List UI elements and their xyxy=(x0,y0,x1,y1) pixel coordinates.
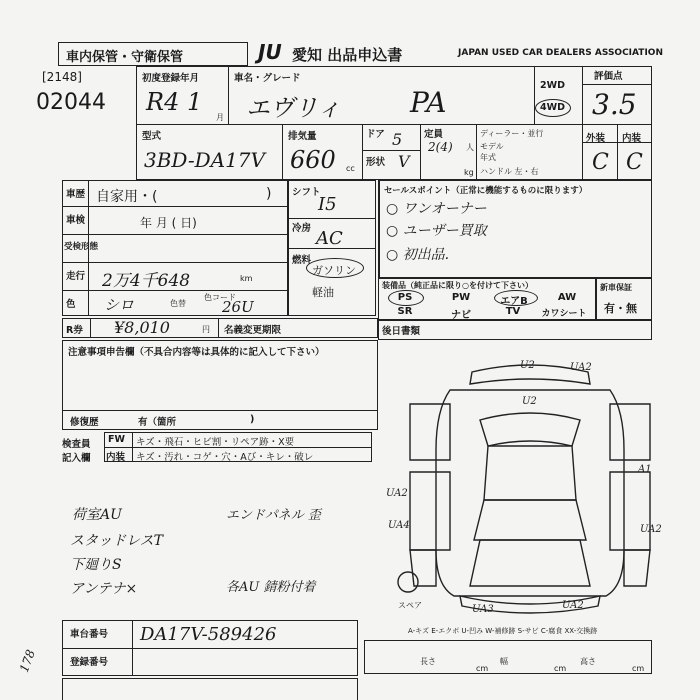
new-vehicle-label: 新車保証 xyxy=(600,283,632,292)
left-rear-quarter xyxy=(410,550,436,586)
title-change-label: 名義変更期限 xyxy=(224,325,282,336)
equip-airbag-circle xyxy=(494,290,538,306)
capacity-unit: 人 xyxy=(466,143,474,152)
doors-label: ドア xyxy=(366,129,385,140)
drive-2wd: 2WD xyxy=(540,80,565,91)
interior-label: 内装 xyxy=(622,133,642,144)
remark-4-right: 各AU 錆粉付着 xyxy=(226,580,316,595)
right-rear-quarter xyxy=(624,550,650,586)
rear-window xyxy=(474,500,586,540)
registration-value: R4 1 xyxy=(146,88,203,116)
dealer-line3: 年式 xyxy=(480,153,496,162)
remark-1-left: 荷室AU xyxy=(72,507,122,523)
chassis-label: 車台番号 xyxy=(70,629,109,640)
car-damage-diagram xyxy=(380,350,670,620)
later-docs-label: 後日書類 xyxy=(382,326,421,337)
equip-sr: SR xyxy=(397,306,413,317)
spare-tire xyxy=(398,572,418,592)
remark-2-left: スタッドレスT xyxy=(70,533,163,549)
rear-door xyxy=(470,540,590,586)
equip-ps: PS xyxy=(397,292,413,303)
chassis-value: DA17V-589426 xyxy=(140,624,277,645)
recycle-value: ¥8,010 xyxy=(114,318,170,337)
size-box xyxy=(364,640,652,674)
cooler-value: AC xyxy=(316,228,343,249)
usage-value: 自家用・( xyxy=(96,189,158,205)
registration-label: 初度登録年月 xyxy=(142,73,200,84)
shift-value: I5 xyxy=(318,194,337,215)
check-label-2: 記入欄 xyxy=(62,453,91,464)
mileage-unit: km xyxy=(240,274,253,283)
sales-point-2: ○ ユーザー買取 xyxy=(386,223,487,239)
size-unit-1: cm xyxy=(476,664,489,673)
mark-left-door: UA2 xyxy=(386,488,408,499)
fuel-circle xyxy=(306,258,364,278)
dealer-line4: ハンドル 左・右 xyxy=(480,167,539,176)
check-row1-tag: FW xyxy=(108,434,125,445)
shape-label: 形状 xyxy=(366,157,386,168)
cooler-label: 冷房 xyxy=(292,223,312,234)
usage-close: ) xyxy=(266,186,272,202)
exterior-label: 外装 xyxy=(586,133,606,144)
sales-point-1: ○ ワンオーナー xyxy=(386,201,487,217)
drive-4wd: 4WD xyxy=(540,102,565,113)
color-change-label: 色替 xyxy=(170,299,186,308)
check-row1: キズ・飛石・ヒビ割・リペア跡・X要 xyxy=(136,437,295,448)
capacity-kg: kg xyxy=(464,168,474,177)
displacement-unit: cc xyxy=(346,164,355,173)
score-value: 3.5 xyxy=(592,88,637,121)
left-fender xyxy=(410,404,450,460)
displacement-value: 660 xyxy=(290,146,336,174)
remark-1-right: エンドパネル 歪 xyxy=(226,508,321,523)
repair-close: ) xyxy=(250,414,255,425)
lot-number: 02044 xyxy=(36,90,106,115)
storage-label: 車内保管・守衛保管 xyxy=(66,50,184,65)
interior-grade: C xyxy=(626,150,643,175)
sales-points-label: セールスポイント（正常に機能するものに限ります） xyxy=(384,186,588,196)
mark-rear-right: UA2 xyxy=(562,600,584,611)
recycle-row xyxy=(62,318,378,338)
plate-label: 登録番号 xyxy=(70,657,109,668)
capacity-label: 定員 xyxy=(424,129,444,140)
right-door xyxy=(610,472,650,550)
inspection-value: 年 月 ( 日) xyxy=(140,216,197,230)
dealer-line1: ディーラー・並行 xyxy=(480,129,544,138)
size-width: 幅 xyxy=(500,657,508,666)
color-code-label: 色コード xyxy=(204,293,236,302)
mark-front: U2 xyxy=(520,360,535,371)
check-row2: キズ・汚れ・コゲ・穴・Aび・キレ・破レ xyxy=(136,452,314,463)
car-name-value: エヴリィ xyxy=(246,94,342,122)
size-unit-2: cm xyxy=(554,664,567,673)
notes-label: 注意事項申告欄（不具合内容等は具体的に記入して下さい） xyxy=(68,347,325,358)
mileage-label: 走行 xyxy=(66,271,86,282)
bottom-stamp-strip xyxy=(62,678,358,700)
recycle-label: R券 xyxy=(66,325,83,336)
capacity-value: 2(4) xyxy=(428,140,453,154)
equip-navi: ナビ xyxy=(451,310,471,321)
model-value: 3BD-DA17V xyxy=(144,148,265,172)
shift-label: シフト xyxy=(292,187,321,198)
body-outline xyxy=(436,390,624,596)
score-label: 評価点 xyxy=(594,71,623,82)
color-value: シロ xyxy=(104,296,135,314)
equip-ps-circle xyxy=(388,290,424,306)
equip-airbag: エアB xyxy=(500,296,528,307)
mark-right-quarter: UA2 xyxy=(640,524,662,535)
fuel-alt: 軽油 xyxy=(312,286,334,299)
org-title: 愛知 出品申込書 xyxy=(292,46,403,64)
windshield xyxy=(480,413,580,446)
size-height: 高さ xyxy=(580,657,596,666)
size-unit-3: cm xyxy=(632,664,645,673)
diagram-legend: A-キズ E-エクボ U-凹み W-補修跡 S-サビ C-腐食 XX-交換跡 xyxy=(408,627,598,635)
inspection-label: 車検 xyxy=(66,215,86,226)
displacement-label: 排気量 xyxy=(288,131,317,142)
right-fender xyxy=(610,404,650,460)
equip-seat: カワシート xyxy=(541,309,587,319)
color-label: 色 xyxy=(66,299,76,310)
car-name-label: 車名・グレード xyxy=(234,73,301,84)
car-grade-value: PA xyxy=(410,86,447,119)
margin-note: 178 xyxy=(16,647,38,675)
recycle-unit: 円 xyxy=(202,325,210,334)
drive-4wd-circle xyxy=(535,99,571,117)
logo: JU xyxy=(258,40,282,64)
fuel-value: ガソリン xyxy=(312,264,356,277)
new-vehicle-value: 有・無 xyxy=(604,302,637,315)
repair-label: 修復歴 xyxy=(70,417,99,428)
mark-hood: U2 xyxy=(522,396,537,407)
equip-tv: TV xyxy=(505,306,521,317)
registration-unit: 月 xyxy=(216,113,224,122)
mark-right-door: A1 xyxy=(638,464,652,475)
mileage-value: 2万4千648 xyxy=(102,271,191,291)
doors-value: 5 xyxy=(392,130,403,149)
mark-front-right: UA2 xyxy=(570,362,592,373)
equipment-label: 装備品（純正品に限り○を付けて下さい） xyxy=(382,281,533,290)
sales-point-3: ○ 初出品. xyxy=(386,247,450,263)
spare-label: スペア xyxy=(398,601,422,610)
remark-3-left: 下廻りS xyxy=(70,557,122,573)
remark-4-left: アンテナ× xyxy=(70,581,138,597)
size-length: 長さ xyxy=(420,657,436,666)
repair-value: 有（箇所 xyxy=(138,417,177,428)
left-door xyxy=(410,472,450,550)
exterior-grade: C xyxy=(592,150,609,175)
transfer-label: 受検形態 xyxy=(64,242,99,252)
org-english: JAPAN USED CAR DEALERS ASSOCIATION xyxy=(458,48,663,58)
mark-left-quarter: UA4 xyxy=(388,520,410,531)
shape-value: V xyxy=(398,152,410,171)
usage-label: 車歴 xyxy=(66,189,86,200)
check-row2-tag: 内装 xyxy=(106,452,126,463)
roof xyxy=(484,446,576,500)
check-label-1: 検査員 xyxy=(62,439,91,450)
fuel-label: 燃料 xyxy=(292,255,312,266)
equip-pw: PW xyxy=(451,292,471,303)
mark-rear-left: UA3 xyxy=(472,604,494,615)
lot-code: [2148] xyxy=(42,70,82,84)
color-code-value: 26U xyxy=(222,298,254,316)
model-label: 型式 xyxy=(142,131,162,142)
equip-aw: AW xyxy=(557,292,577,303)
dealer-line2: モデル xyxy=(480,142,504,151)
